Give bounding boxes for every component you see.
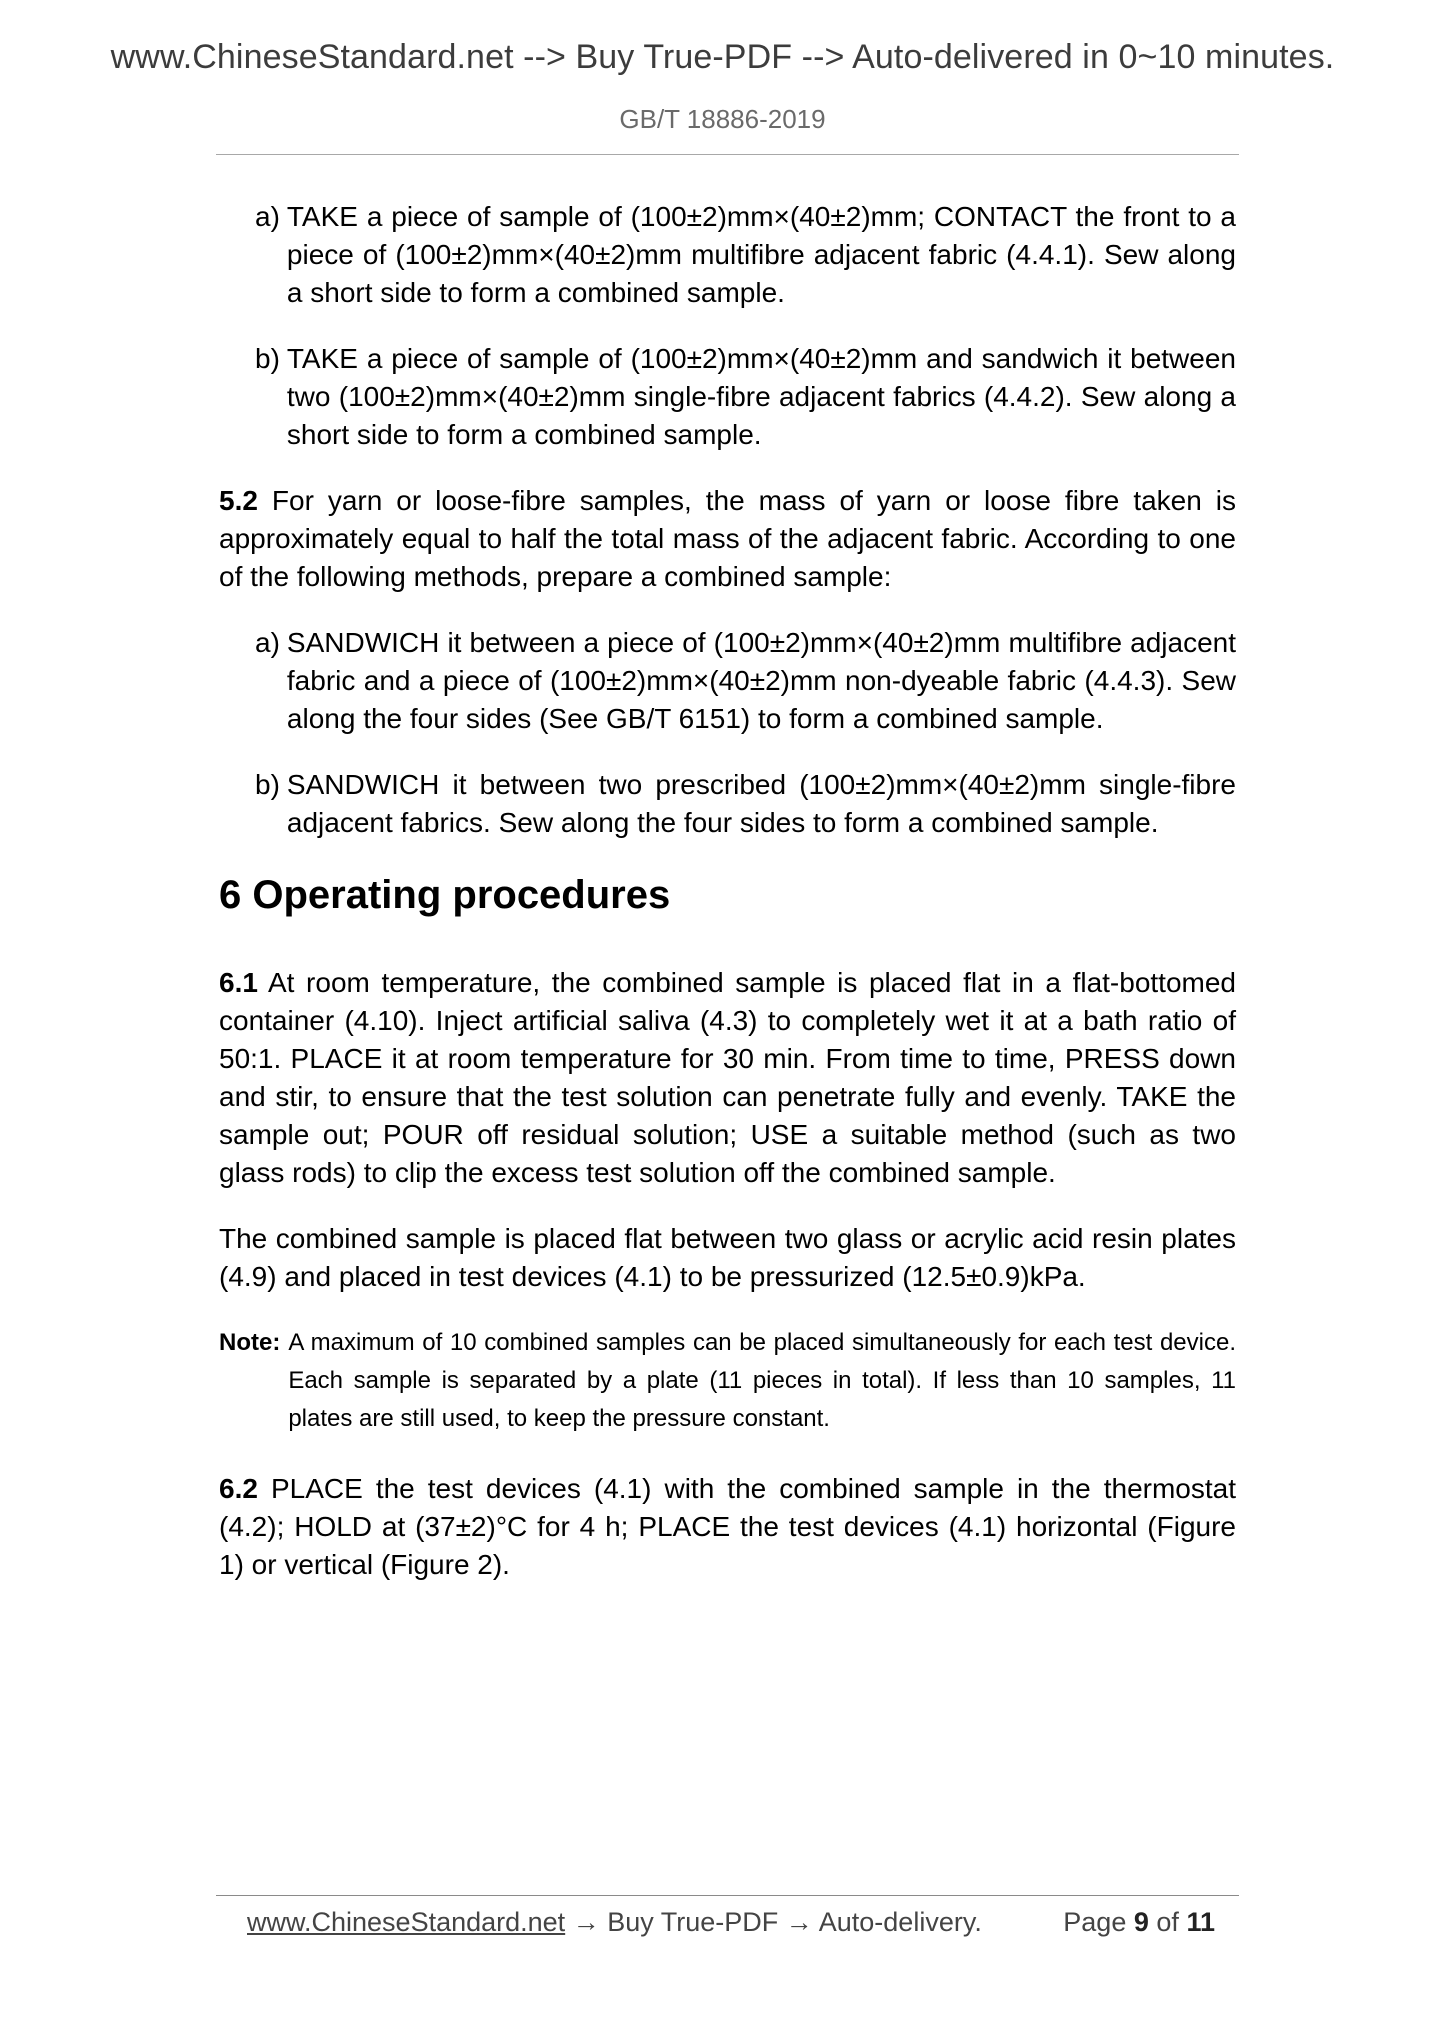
page-body: [219, 198, 1236, 1612]
page-word: Page: [1063, 1907, 1127, 1937]
clause-text: For yarn or loose-fibre samples, the mass of yarn or loose fibre taken is approximately equal to half the total mass of the adjacent fabric. According to one of the following methods, prepare a combined sample:: [219, 485, 1236, 592]
section-heading: 6 Operating procedures: [219, 873, 671, 917]
list-item-text: SANDWICH it between a piece of (100±2)mm×(40±2)mm multifibre adjacent fabric and a piece of (100±2)mm×(40±2)mm non-dyeable fabric (4.4.3). Sew along the four sides (See GB/T 6151) to form a combined sample.: [286, 627, 1236, 734]
page-indicator: [1063, 1903, 1215, 1941]
clause-text: At room temperature, the combined sample is placed flat in a flat-bottomed container (4.10). Inject artificial saliva (4.3) to completely wet it at a bath ratio of 50:1. PLACE it at room temperature for 30 min. From time to time, PRESS down and stir, to ensure that the test solution can penetrate fully and evenly. TAKE the sample out; POUR off residual solution; USE a suitable method (such as two glass rods) to clip the excess test solution off the combined sample.: [219, 967, 1237, 1188]
list-item: [255, 766, 1236, 842]
clause-text: PLACE the test devices (4.1) with the combined sample in the thermostat (4.2); HOLD at (37±2)°C for 4 h; PLACE the test devices (4.1) horizontal (Figure 1) or vertical (Figure 2).: [219, 1473, 1236, 1580]
list-item-text: TAKE a piece of sample of (100±2)mm×(40±2)mm; CONTACT the front to a piece of (100±2)mm×(40±2)mm multifibre adjacent fabric (4.4.1). Sew along a short side to form a combined sample.: [286, 201, 1236, 308]
list-item-text: SANDWICH it between two prescribed (100±2)mm×(40±2)mm single-fibre adjacent fabrics. Sew along the four sides to form a combined sample.: [286, 769, 1236, 838]
paragraph-plates: The combined sample is placed flat between two glass or acrylic acid resin plates (4.9) and placed in test devices (4.1) to be pressurized (12.5±0.9)kPa.: [219, 1223, 1236, 1292]
footer-left: [247, 1903, 982, 1941]
clause-6-2: [219, 1470, 1236, 1584]
page-of: of: [1156, 1907, 1179, 1937]
note-text: A maximum of 10 combined samples can be placed simultaneously for each test device. Each sample is separated by a plate (11 pieces in total). If less than 10 samples, 11 plates are still used, to keep the pressure constant.: [288, 1329, 1236, 1432]
list-item: [255, 340, 1236, 454]
page-current: 9: [1133, 1907, 1149, 1937]
list-item: [255, 624, 1236, 738]
clause-number: 6.1: [219, 967, 258, 998]
list-item-text: TAKE a piece of sample of (100±2)mm×(40±2)mm and sandwich it between two (100±2)mm×(40±2)mm single-fibre adjacent fabrics (4.4.2). Sew along a short side to form a combined sample.: [286, 343, 1236, 450]
header-divider: [216, 154, 1239, 155]
footer: [247, 1903, 1215, 1941]
note-label: Note:: [219, 1329, 281, 1356]
note: [219, 1324, 1236, 1438]
clause-number: 5.2: [219, 485, 258, 516]
header-banner: www.ChineseStandard.net --> Buy True-PDF --> Auto-delivered in 0~10 minutes.: [110, 38, 1335, 76]
footer-divider: [216, 1895, 1239, 1896]
footer-tagline: → Buy True-PDF → Auto-delivery.: [572, 1907, 982, 1937]
clause-5-2: [219, 482, 1236, 596]
list-marker: a): [255, 627, 280, 658]
list-item: [255, 198, 1236, 312]
list-marker: b): [255, 769, 280, 800]
standard-code: GB/T 18886-2019: [619, 104, 826, 134]
footer-link[interactable]: www.ChineseStandard.net: [247, 1907, 566, 1937]
clause-number: 6.2: [219, 1473, 258, 1504]
list-marker: a): [255, 201, 280, 232]
list-marker: b): [255, 343, 280, 374]
clause-6-1: [219, 964, 1236, 1192]
page-total: 11: [1186, 1907, 1215, 1937]
